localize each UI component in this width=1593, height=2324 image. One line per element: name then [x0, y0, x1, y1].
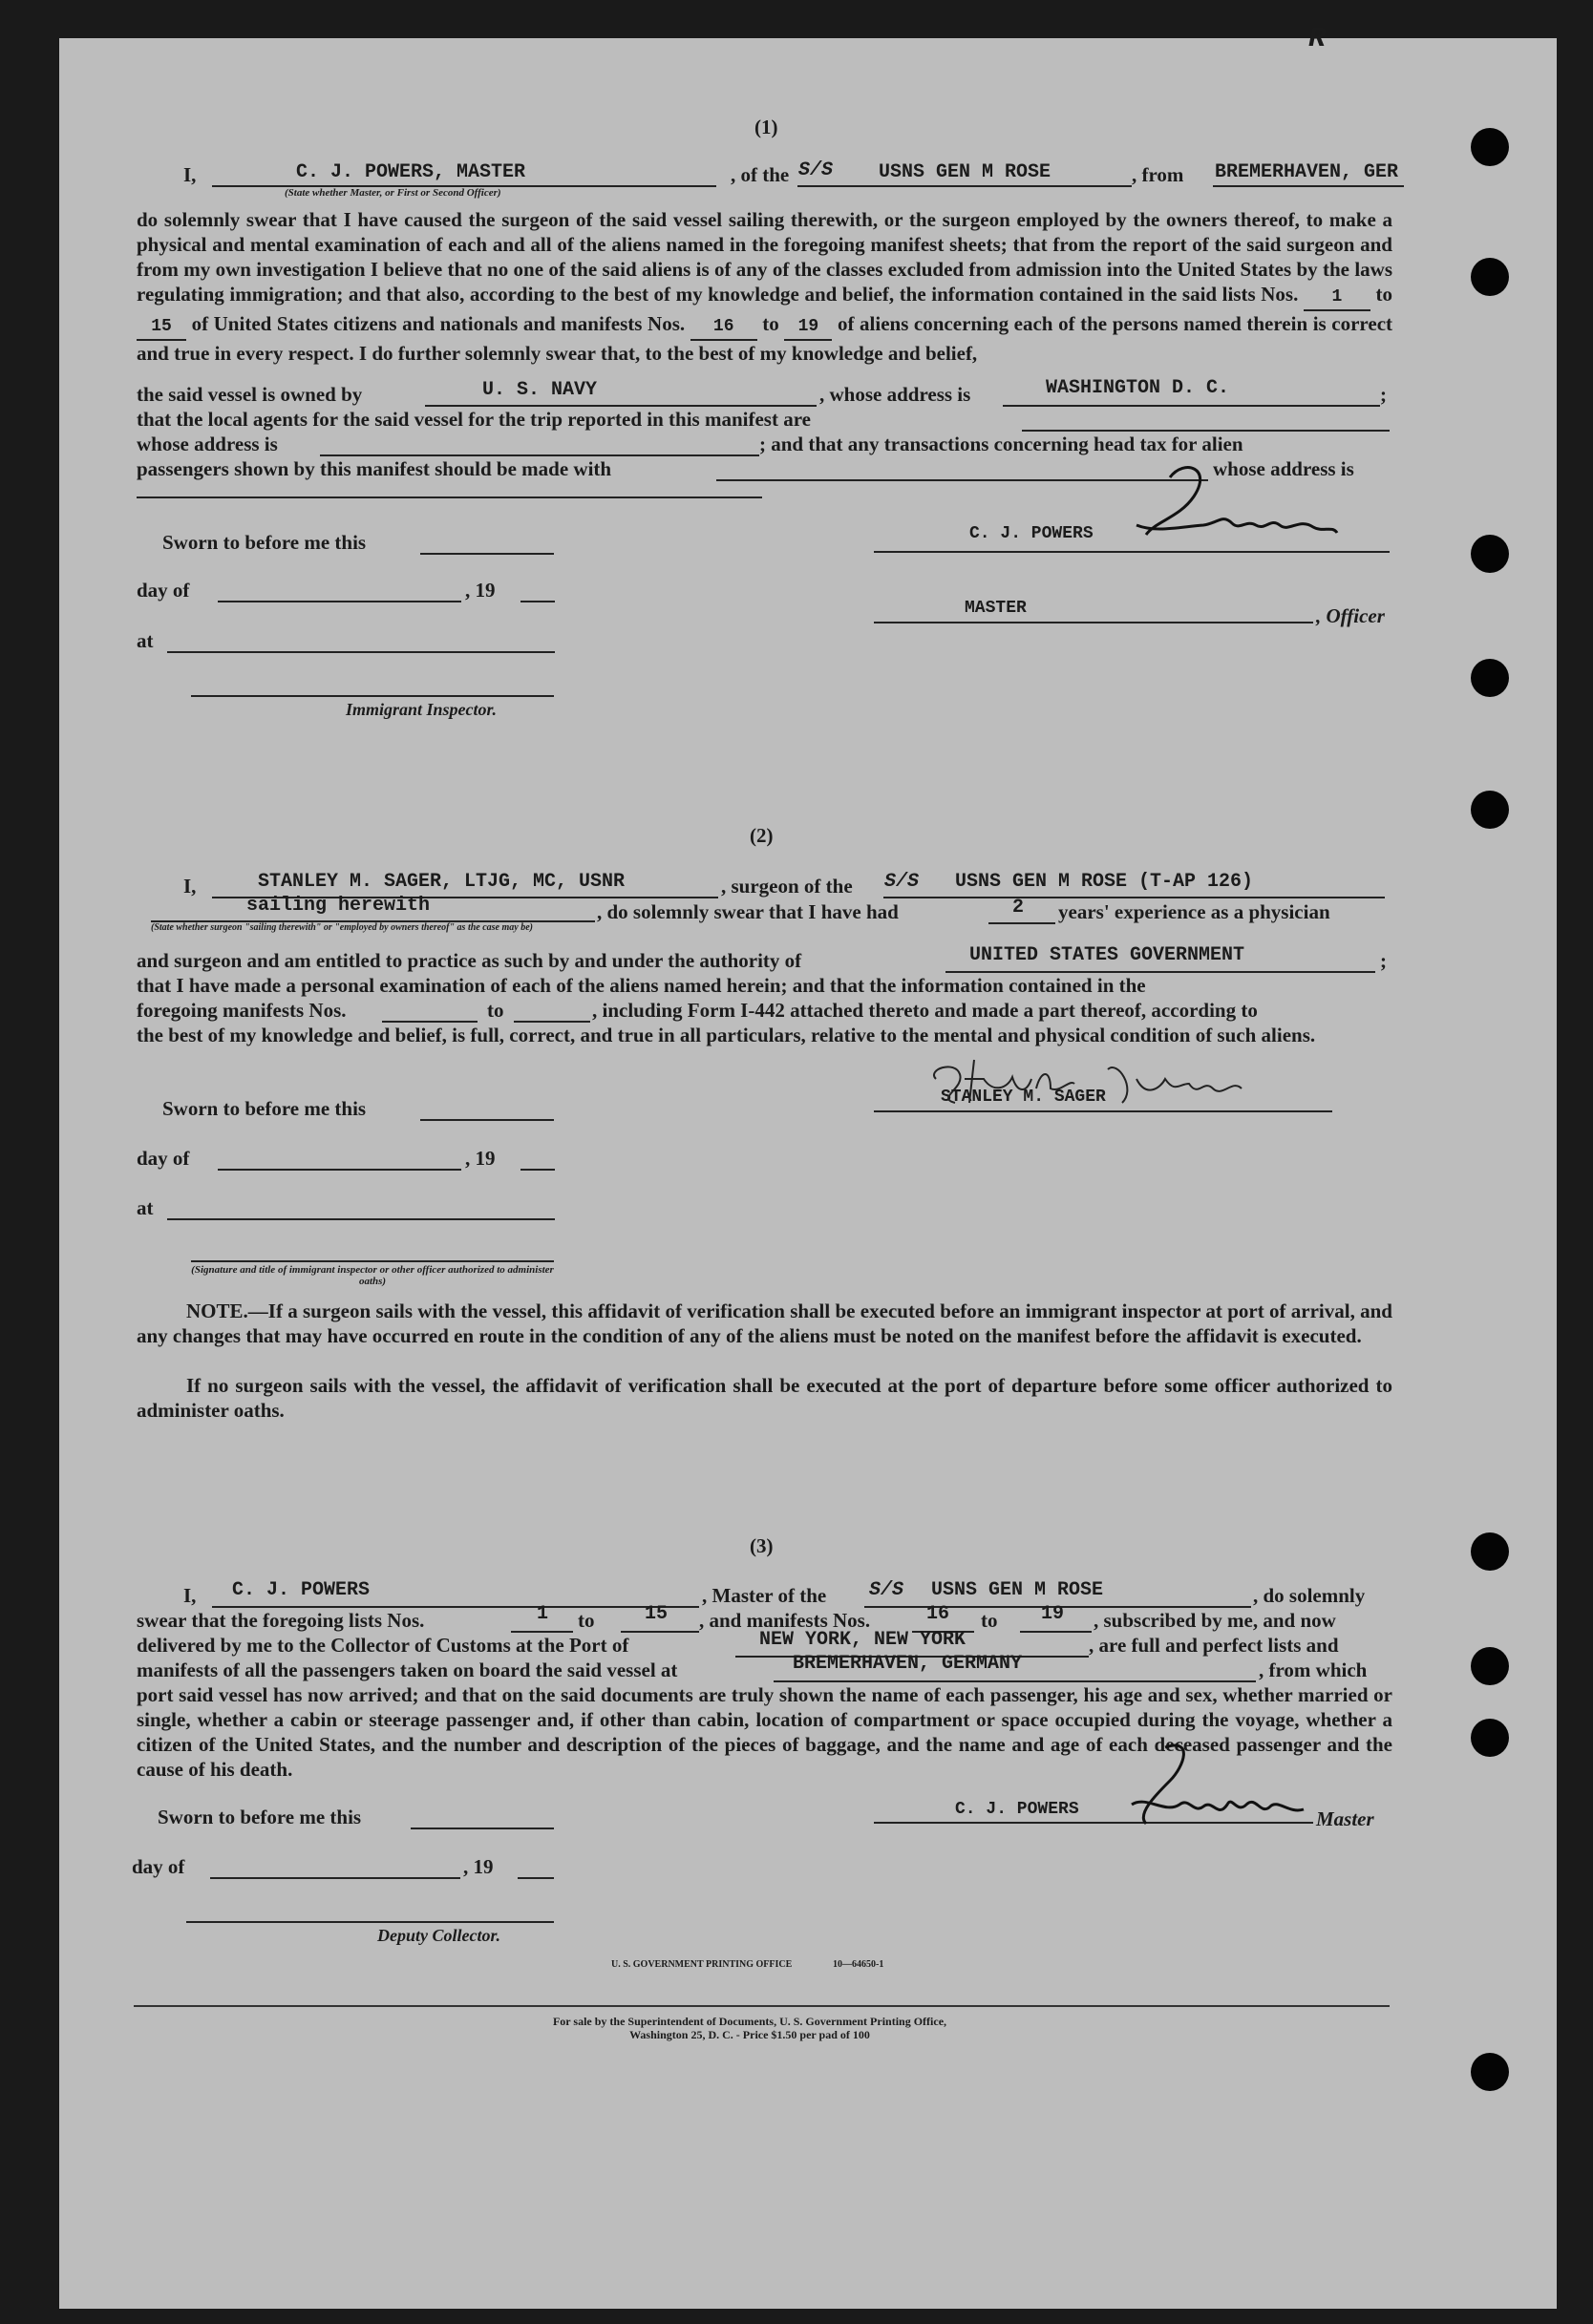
from-line [1213, 185, 1404, 187]
to-word: to [578, 1609, 595, 1632]
label-from: , from [1132, 163, 1184, 186]
corner-mark: R [1308, 23, 1327, 55]
authority: UNITED STATES GOVERNMENT [969, 944, 1245, 966]
owner-address: WASHINGTON D. C. [1046, 377, 1230, 399]
inspector-caption: Immigrant Inspector. [346, 700, 498, 719]
master-name: C. J. POWERS, MASTER [296, 161, 526, 183]
authority-label: and surgeon and am entitled to practice as such by and under the authority of [137, 949, 802, 972]
officer-line [874, 622, 1313, 623]
footer-rule [134, 2005, 1390, 2007]
punch-hole [1471, 1532, 1509, 1571]
sig-caption: (Signature and title of immigrant inspector or other officer authorized to administer oaths) [191, 1264, 554, 1287]
master-signer-name: C. J. POWERS [955, 1800, 1079, 1819]
port: NEW YORK, NEW YORK [759, 1629, 966, 1651]
label-i: I, [183, 875, 197, 898]
punch-hole [1471, 128, 1509, 166]
punch-hole [1471, 535, 1509, 573]
manifests-from: 16 [690, 314, 757, 341]
owner: U. S. NAVY [482, 379, 598, 401]
to-word: to [487, 999, 504, 1022]
lists-from: 1 [1304, 285, 1370, 311]
sworn-line [411, 1828, 554, 1829]
including-text: , including Form I-442 attached thereto and made a part thereof, according to [592, 999, 1258, 1022]
lists-to-line [621, 1631, 699, 1633]
section-1-number: (1) [754, 116, 778, 138]
taken-on-text: manifests of all the passengers taken on board the said vessel at [137, 1658, 678, 1681]
sworn-line [420, 1119, 554, 1121]
day-of-label: day of [137, 579, 190, 602]
at-line [167, 1218, 555, 1220]
officer-sig-line [191, 1260, 554, 1262]
owner-address-line [1003, 405, 1380, 407]
handwritten-signature [1127, 458, 1356, 554]
at-line [167, 651, 555, 653]
surgeon-signer-name: STANLEY M. SAGER [941, 1088, 1106, 1107]
day-of-label: day of [137, 1147, 190, 1170]
punch-hole [1471, 2053, 1509, 2091]
year-label: , 19 [465, 1147, 496, 1170]
full-perfect-text: , are full and perfect lists and [1089, 1634, 1339, 1657]
whose-address-label: , whose address is [819, 383, 971, 406]
caption-master: (State whether Master, or First or Second Officer) [285, 187, 501, 199]
vessel-name: USNS GEN M ROSE [931, 1579, 1104, 1601]
officer-label: , Officer [1316, 604, 1385, 627]
swear-lists-label: swear that the foregoing lists Nos. [137, 1609, 425, 1632]
at-label: at [137, 629, 154, 652]
semicolon: ; [1380, 949, 1387, 972]
punch-hole [1471, 258, 1509, 296]
semicolon: ; [1380, 383, 1387, 406]
section-3-number: (3) [750, 1534, 774, 1557]
agents-address-label: whose address is [137, 433, 278, 455]
swear-had-label: , do solemnly swear that I have had [597, 900, 899, 923]
manifests-to: 19 [784, 314, 832, 341]
correctness-text: the best of my knowledge and belief, is full, correct, and true in all particulars, relative to the mental and physical condition of such aliens. [137, 1024, 1316, 1046]
day-of-label: day of [132, 1855, 185, 1878]
handwritten-signature [917, 1050, 1280, 1117]
ss-abbrev: S/S [869, 1579, 904, 1601]
foregoing-label: foregoing manifests Nos. [137, 999, 347, 1022]
years-value: 2 [1012, 897, 1025, 919]
vessel-line [797, 185, 1132, 187]
label-of-the: , of the [731, 163, 790, 186]
note-lead: NOTE. [186, 1299, 248, 1322]
port-from: BREMERHAVEN, GER [1215, 161, 1399, 183]
day-line [218, 1169, 461, 1171]
sailing-status: sailing herewith [246, 895, 431, 917]
and-manifests-label: , and manifests Nos. [699, 1609, 871, 1632]
lists-to: 15 [645, 1603, 669, 1625]
headtax-address-line [137, 496, 762, 498]
taken-port: BREMERHAVEN, GERMANY [793, 1653, 1023, 1675]
year-line [518, 1877, 554, 1879]
sale-line-2: Washington 25, D. C. - Price $1.50 per pad of 100 [629, 2028, 870, 2041]
at-label: at [137, 1196, 154, 1219]
delivered-text: delivered by me to the Collector of Customs at the Port of [137, 1634, 629, 1657]
document-page [59, 38, 1557, 2309]
surgeon-name: STANLEY M. SAGER, LTJG, MC, USNR [258, 871, 626, 893]
punch-hole [1471, 791, 1509, 829]
years-tail: years' experience as a physician [1058, 900, 1330, 923]
surgeon-of-label: , surgeon of the [721, 875, 853, 898]
deputy-caption: Deputy Collector. [377, 1926, 500, 1945]
officer-title: MASTER [965, 599, 1027, 618]
from-which-text: , from which [1259, 1658, 1368, 1681]
sale-line-1: For sale by the Superintendent of Documents, U. S. Government Printing Office, [552, 2015, 947, 2028]
headtax-label: passengers shown by this manifest should be made with [137, 457, 612, 480]
vessel-name: USNS GEN M ROSE [879, 161, 1051, 183]
oath-paragraph: do solemnly swear that I have caused the surgeon of the said vessel sailing therewith, or the surgeon employed by the owners thereof, to make a physical and mental examination of each and all of the aliens named in the foregoing manifest sheets; that from the report of the said surgeon and from my own investigation I believe that no one of the said aliens is of any of the classes excluded from admission into the United States by the laws regulating immigration; and that also, according to the best of my knowledge and belief, the information contained in the said lists Nos. 1 to 15 of United States citizens and nationals and manifests Nos. 16 to 19 of aliens concerning each of the persons named therein is correct and true in every respect. I do further solemnly swear that, to the best of my knowledge and belief, [137, 208, 1393, 365]
sworn-label: Sworn to before me this [162, 1097, 367, 1120]
handwritten-signature [1127, 1738, 1318, 1833]
master-label: Master [1316, 1807, 1374, 1830]
year-label: , 19 [463, 1855, 494, 1878]
signer-name: C. J. POWERS [969, 524, 1094, 543]
day-line [218, 601, 461, 602]
punch-hole [1471, 1647, 1509, 1685]
note-paragraph: NOTE.—If a surgeon sails with the vessel, this affidavit of verification shall be executed before an immigrant inspector at port of arrival, and any changes that may have occurred en route in the condition of any of the aliens must be noted on the manifest before the affidavit is executed. [137, 1299, 1392, 1347]
form-number: 10—64650-1 [833, 1959, 884, 1970]
years-line [988, 922, 1055, 924]
sworn-line [420, 553, 554, 555]
solemnly-label: , do solemnly [1253, 1584, 1366, 1607]
vessel-line [883, 897, 1385, 898]
manifests-from: 16 [926, 1603, 950, 1625]
owned-by-label: the said vessel is owned by [137, 383, 363, 406]
label-i: I, [183, 1584, 197, 1607]
master-of-label: , Master of the [702, 1584, 827, 1607]
punch-hole [1471, 659, 1509, 697]
lists-to: 15 [137, 314, 186, 341]
examination-text: that I have made a personal examination of each of the aliens named herein; and that the information contained in the [137, 974, 1146, 997]
passenger-details-text: port said vessel has now arrived; and that on the said documents are truly shown the name of each passenger, his age and sex, whether married or single, whether a cabin or steerage passenger and, if other than cabin, location of compartment or space occupied during the voyage, whether a citizen of the United States, and the number and description of the pieces of baggage, and the name and age of each deceased passenger and the cause of his death. [137, 1683, 1392, 1781]
note-paragraph-2: If no surgeon sails with the vessel, the affidavit of verification shall be executed at the port of departure before some officer authorized to administer oaths. [137, 1374, 1392, 1422]
year-line [520, 1169, 555, 1171]
year-line [520, 601, 555, 602]
subscribed-text: , subscribed by me, and now [1094, 1609, 1336, 1632]
label-i: I, [183, 163, 197, 186]
master-name: C. J. POWERS [232, 1579, 371, 1601]
manifests-to: 19 [1041, 1603, 1065, 1625]
ss-abbrev: S/S [798, 159, 834, 181]
agents-label: that the local agents for the said vessel for the trip reported in this manifest are [137, 408, 811, 431]
headtax-address-label: whose address is [1213, 457, 1354, 480]
lists-from: 1 [537, 1603, 549, 1625]
caption-sailing: (State whether surgeon "sailing therewith" or "employed by owners thereof" as the case may be) [151, 922, 533, 933]
day-line [210, 1877, 460, 1879]
sworn-label: Sworn to before me this [158, 1806, 362, 1828]
gpo-imprint: U. S. GOVERNMENT PRINTING OFFICE [611, 1959, 793, 1970]
sworn-label: Sworn to before me this [162, 531, 367, 554]
year-label: , 19 [465, 579, 496, 602]
section-2-number: (2) [750, 824, 774, 847]
ss-abbrev: S/S [884, 871, 920, 893]
vessel-name: USNS GEN M ROSE (T-AP 126) [955, 871, 1254, 893]
punch-hole [1471, 1719, 1509, 1757]
agents-tail: ; and that any transactions concerning head tax for alien [759, 433, 1243, 455]
manifests-to-line [1020, 1631, 1092, 1633]
to-word: to [981, 1609, 998, 1632]
